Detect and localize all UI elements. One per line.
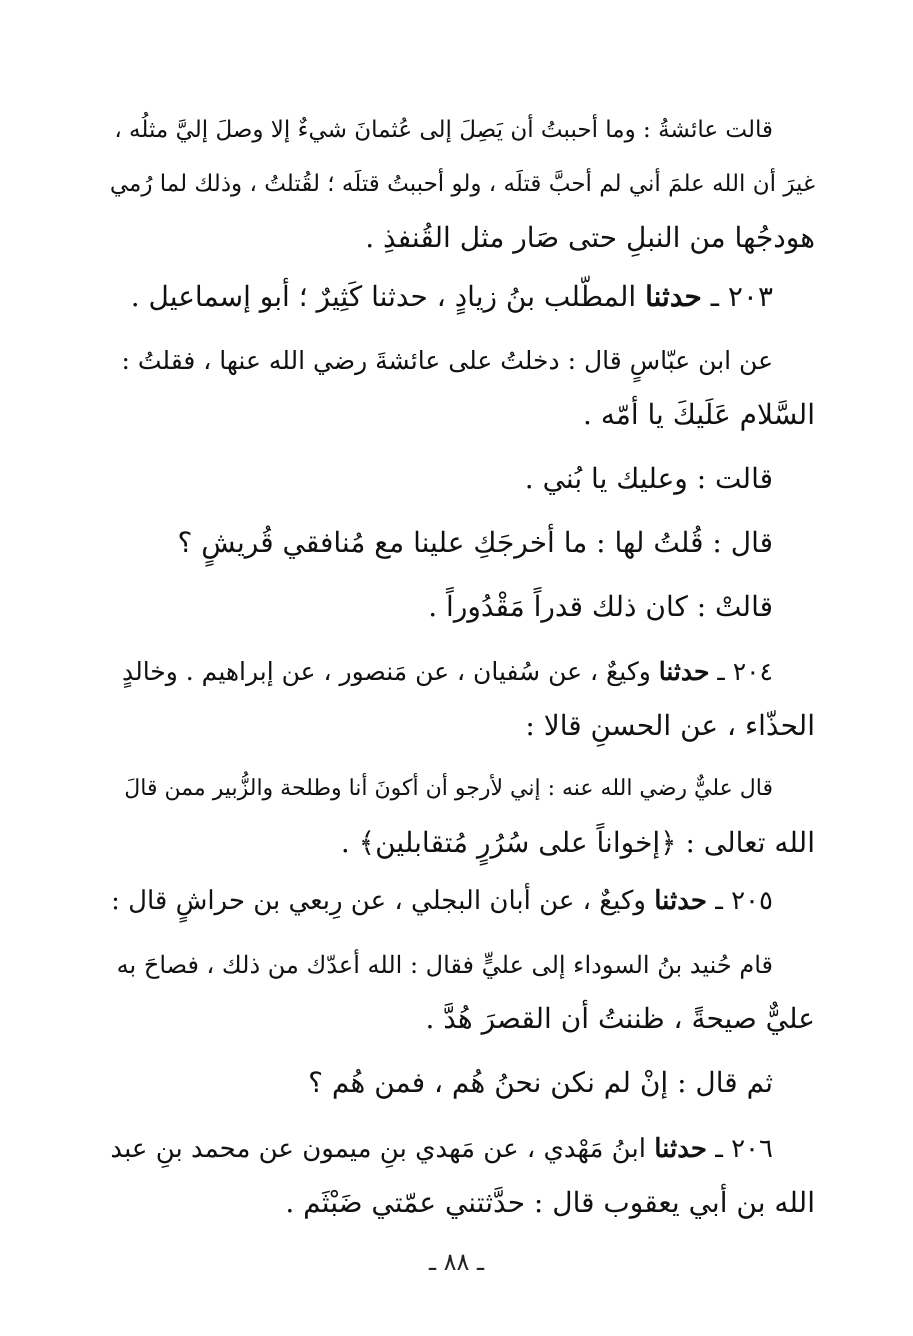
text-line: الله بن أبي يعقوب قال : حدَّثتني عمّتي ضَبْثَم . [285,1186,815,1219]
paragraph [105,516,815,570]
hadith-number: ٢٠٤ ـ [717,657,773,686]
page-number: ـ ٨٨ ـ [428,1248,485,1276]
text-line: قالت : وعليك يا بُني . [524,462,773,495]
text-line [105,874,815,928]
hadith-206 [105,1122,815,1230]
hadith-keyword: حدثنا [654,1134,707,1164]
text-line [105,270,815,324]
hadith-205 [105,874,815,928]
hadith-number: ٢٠٦ ـ [715,1134,773,1164]
text-line: عن ابن عبّاسٍ قال : دخلتُ على عائشةَ رضي الله عنها ، فقلتُ : [121,346,773,375]
text-line [105,645,815,699]
paragraph [105,580,815,634]
text-line: قال : قُلتُ لها : ما أخرجَكِ علينا مع مُنافقي قُريشٍ ؟ [177,526,773,559]
text-line: الله تعالى : ﴿إخواناً على سُرُرٍ مُتقابلين﴾ . [340,826,815,859]
text-line [105,1122,815,1176]
hadith-chain: ابنُ مَهْدي ، عن مَهدي بنِ ميمون عن محمد بنِ عبد [110,1134,646,1164]
hadith-204 [105,645,815,753]
paragraph [105,1056,815,1110]
hadith-chain: وكيعٌ ، عن سُفيان ، عن مَنصور ، عن إبراهيم . وخالدٍ [121,657,651,686]
hadith-chain: وكيعٌ ، عن أبان البجلي ، عن رِبعي بن حراشٍ قال : [111,886,646,916]
hadith-keyword: حدثنا [645,280,702,313]
hadith-chain: المطّلب بنُ زيادٍ ، حدثنا كَثِيرٌ ؛ أبو إسماعيل . [130,280,637,313]
text-line: السَّلام عَلَيكَ يا أمّه . [583,398,815,431]
hadith-number: ٢٠٣ ـ [710,280,773,313]
paragraph [105,334,815,442]
paragraph [105,938,815,1046]
text-line: قام حُنيد بنُ السوداء إلى عليٍّ فقال : الله أعدّك من ذلك ، فصاحَ به [116,951,773,979]
paragraph [105,762,815,870]
hadith-keyword: حدثنا [658,657,710,686]
text-line: هودجُها من النبلِ حتى صَار مثل القُنفذِ . [365,221,815,254]
text-line: ثم قال : إنْ لم نكن نحنُ هُم ، فمن هُم ؟ [308,1066,773,1099]
text-line: قالت عائشةُ : وما أحببتُ أن يَصِلَ إلى عُثمانَ شيءٌ إلا وصلَ إليَّ مثلُه ، [114,117,773,143]
text-line: عليٌّ صيحةً ، ظننتُ أن القصرَ هُدَّ . [425,1002,815,1035]
hadith-203 [105,270,815,324]
text-line: قالتْ : كان ذلك قدراً مَقْدُوراً . [428,590,773,623]
hadith-number: ٢٠٥ ـ [715,886,773,916]
hadith-keyword: حدثنا [654,886,707,916]
paragraph [105,103,815,265]
text-line: الحذّاء ، عن الحسنِ قالا : [525,709,815,742]
paragraph [105,452,815,506]
text-line: غيرَ أن الله علمَ أني لم أحبَّ قتلَه ، ولو أحببتُ قتلَه ؛ لقُتلتُ ، وذلك لما رُمي [109,171,815,197]
text-line: قال عليٌّ رضي الله عنه : إني لأرجو أن أكونَ أنا وطلحة والزُّبير ممن قالَ [124,776,773,801]
